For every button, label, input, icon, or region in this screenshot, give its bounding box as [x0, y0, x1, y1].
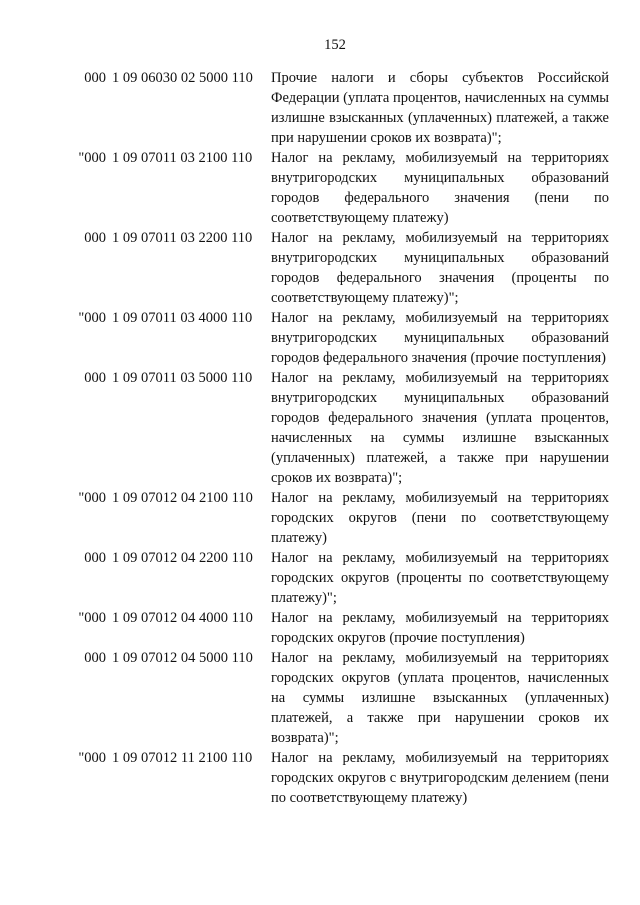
list-item	[0, 228, 640, 308]
admin-code: 000	[84, 650, 106, 666]
classification-code: 1 09 07011 03 5000 110	[112, 370, 253, 386]
classification-code: 1 09 07012 11 2100 110	[112, 750, 253, 766]
budget-code-list	[0, 68, 640, 808]
list-item	[0, 648, 640, 748]
income-description: Прочие налоги и сборы субъектов Российской Федерации (уплата процентов, начисленных на суммы излишне взысканных (уплаченных) платежей, а также при нарушении сроков их возврата)";	[271, 70, 609, 146]
admin-code: "000	[78, 610, 106, 626]
classification-code: 1 09 06030 02 5000 110	[112, 70, 253, 86]
income-description: Налог на рекламу, мобилизуемый на территориях городских округов с внутригородским делением (пени по соответствующему платежу)	[271, 750, 609, 806]
admin-code: "000	[78, 490, 106, 506]
income-description: Налог на рекламу, мобилизуемый на территориях городских округов (пени по соответствующему платежу)	[271, 490, 609, 546]
list-item	[0, 488, 640, 548]
classification-code: 1 09 07011 03 2200 110	[112, 230, 253, 246]
list-item	[0, 148, 640, 228]
income-description: Налог на рекламу, мобилизуемый на территориях внутригородских муниципальных образований городов федерального значения (уплата процентов, начисленных на суммы излишне взысканных (уплаченных) платежей, а также при нарушении сроков их возврата)";	[271, 370, 609, 486]
classification-code: 1 09 07012 04 2200 110	[112, 550, 253, 566]
classification-code: 1 09 07011 03 2100 110	[112, 150, 253, 166]
income-description: Налог на рекламу, мобилизуемый на территориях внутригородских муниципальных образований городов федерального значения (прочие поступления)	[271, 310, 609, 366]
admin-code: "000	[78, 310, 106, 326]
admin-code: 000	[84, 370, 106, 386]
classification-code: 1 09 07012 04 2100 110	[112, 490, 253, 506]
list-item	[0, 748, 640, 808]
list-item	[0, 368, 640, 488]
income-description: Налог на рекламу, мобилизуемый на территориях внутригородских муниципальных образований городов федерального значения (проценты по соответствующему платежу)";	[271, 230, 609, 306]
classification-code: 1 09 07012 04 5000 110	[112, 650, 253, 666]
admin-code: 000	[84, 70, 106, 86]
admin-code: "000	[78, 750, 106, 766]
admin-code: 000	[84, 550, 106, 566]
list-item	[0, 68, 640, 148]
list-item	[0, 308, 640, 368]
income-description: Налог на рекламу, мобилизуемый на территориях городских округов (прочие поступления)	[271, 610, 609, 646]
income-description: Налог на рекламу, мобилизуемый на территориях городских округов (уплата процентов, начисленных на суммы излишне взысканных (уплаченных) платежей, а также при нарушении сроков их возврата)";	[271, 650, 609, 746]
list-item	[0, 548, 640, 608]
income-description: Налог на рекламу, мобилизуемый на территориях городских округов (проценты по соответствующему платежу)";	[271, 550, 609, 606]
list-item	[0, 608, 640, 648]
page-number: 152	[324, 37, 346, 53]
income-description: Налог на рекламу, мобилизуемый на территориях внутригородских муниципальных образований городов федерального значения (пени по соответствующему платежу)	[271, 150, 609, 226]
classification-code: 1 09 07012 04 4000 110	[112, 610, 253, 626]
classification-code: 1 09 07011 03 4000 110	[112, 310, 253, 326]
admin-code: "000	[78, 150, 106, 166]
admin-code: 000	[84, 230, 106, 246]
